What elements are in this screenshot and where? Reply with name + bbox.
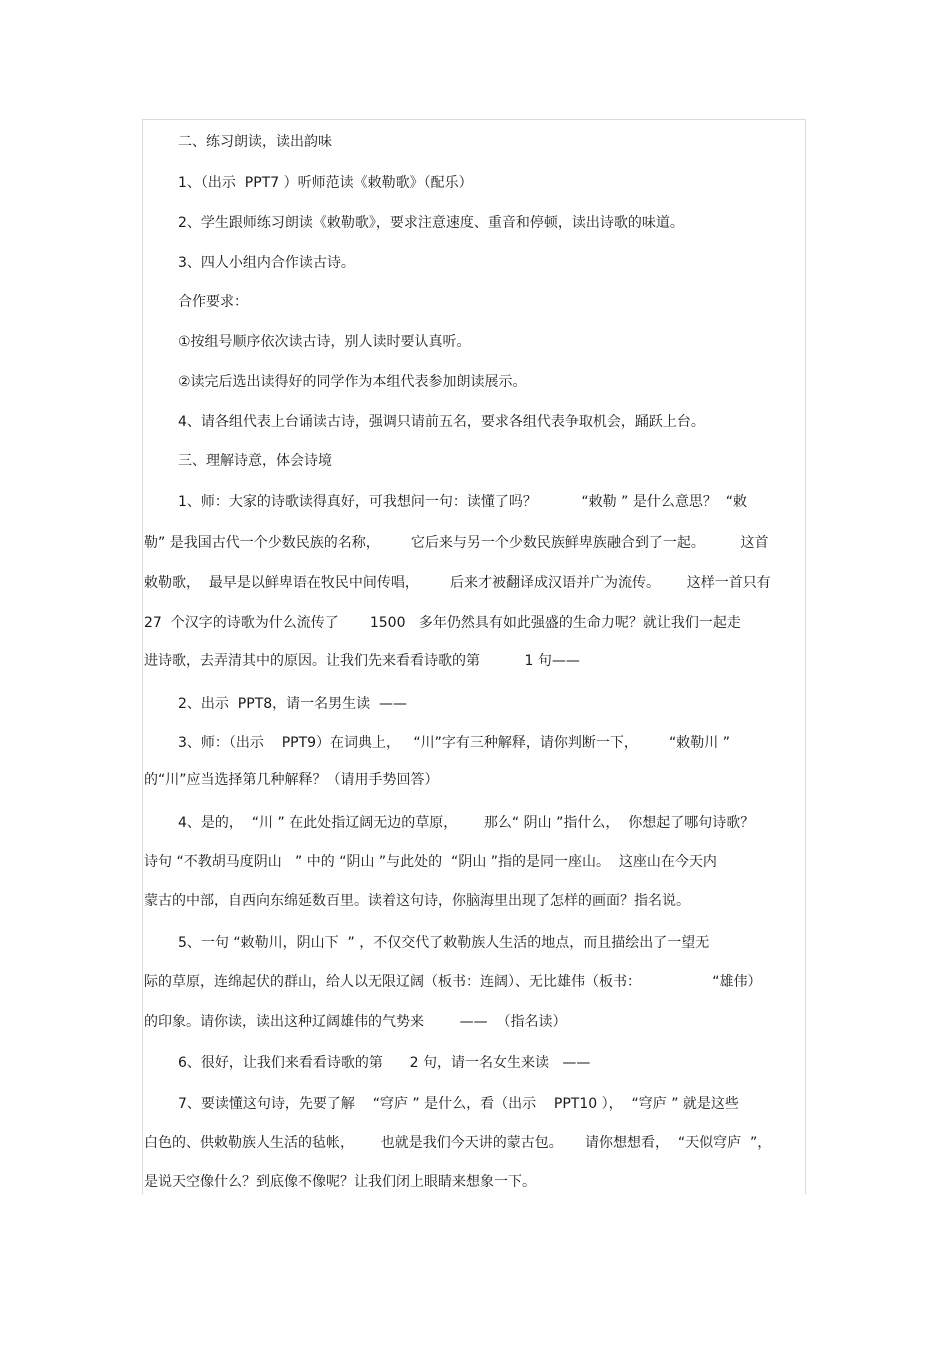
- paragraph-line: 诗句 “不教胡马度阴山 ” 中的 “阴山 ”与此处的 “阴山 ”指的是同一座山。 这座山在今天内: [144, 854, 717, 870]
- paragraph-line: 4、是的， “川 ” 在此处指辽阔无边的草原， 那么“ 阴山 ”指什么， 你想起了哪句诗歌？: [178, 815, 755, 831]
- paragraph-line: 1、（出示 PPT7 ）听师范读《敕勒歌》（配乐）: [178, 175, 473, 191]
- paragraph-line: 合作要求：: [178, 294, 248, 310]
- paragraph-line: 3、师：（出示 PPT9）在词典上， “川”字有三种解释，请你判断一下， “敕勒川 ”: [178, 735, 731, 751]
- paragraph-line: 蒙古的中部，自西向东绵延数百里。读着这句诗，你脑海里出现了怎样的画面？指名说。: [144, 893, 690, 909]
- paragraph-line: ①按组号顺序依次读古诗，别人读时要认真听。: [178, 334, 471, 350]
- paragraph-line: 的印象。请你读，读出这种辽阔雄伟的气势来 —— （指名读）: [144, 1014, 567, 1030]
- paragraph-line: 的“川”应当选择第几种解释？（请用手势回答）: [144, 772, 439, 788]
- section-heading-3: 三、理解诗意，体会诗境: [178, 453, 332, 469]
- paragraph-line: 7、要读懂这句诗，先要了解 “穹庐 ” 是什么，看（出示 PPT10 ）， “穹庐 ” 就是这些: [178, 1096, 739, 1112]
- paragraph-line: 27 个汉字的诗歌为什么流传了 1500 多年仍然具有如此强盛的生命力呢？就让我们一起走: [144, 615, 741, 631]
- paragraph-line: 是说天空像什么？到底像不像呢？让我们闭上眼睛来想象一下。: [144, 1174, 536, 1190]
- paragraph-line: 3、四人小组内合作读古诗。: [178, 255, 355, 271]
- paragraph-line: 白色的、供敕勒族人生活的毡帐， 也就是我们今天讲的蒙古包。 请你想想看， “天似穹庐 ”，: [144, 1135, 772, 1151]
- paragraph-line: 6、很好，让我们来看看诗歌的第 2 句，请一名女生来读 ——: [178, 1055, 591, 1071]
- section-heading-2: 二、练习朗读，读出韵味: [178, 134, 332, 150]
- paragraph-line: 2、学生跟师练习朗读《敕勒歌》，要求注意速度、重音和停顿，读出诗歌的味道。: [178, 215, 684, 231]
- paragraph-line: ②读完后选出读得好的同学作为本组代表参加朗读展示。: [178, 374, 527, 390]
- paragraph-line: 进诗歌，去弄清其中的原因。让我们先来看看诗歌的第 1 句——: [144, 653, 580, 669]
- paragraph-line: 际的草原，连绵起伏的群山，给人以无限辽阔（板书：连阔）、无比雄伟（板书： “雄伟）: [144, 974, 762, 990]
- paragraph-line: 敕勒歌， 最早是以鲜卑语在牧民中间传唱， 后来才被翻译成汉语并广为流传。 这样一首只有: [144, 575, 771, 591]
- paragraph-line: 1、师：大家的诗歌读得真好，可我想问一句：读懂了吗？ “敕勒 ” 是什么意思？ “敕: [178, 494, 747, 510]
- paragraph-line: 2、出示 PPT8，请一名男生读 ——: [178, 696, 408, 712]
- paragraph-line: 4、请各组代表上台诵读古诗，强调只请前五名，要求各组代表争取机会，踊跃上台。: [178, 414, 705, 430]
- paragraph-line: 5、一句 “敕勒川，阴山下 ” ，不仅交代了敕勒族人生活的地点，而且描绘出了一望无: [178, 935, 710, 951]
- paragraph-line: 勒” 是我国古代一个少数民族的名称， 它后来与另一个少数民族鲜卑族融合到了一起。 这首: [144, 535, 769, 551]
